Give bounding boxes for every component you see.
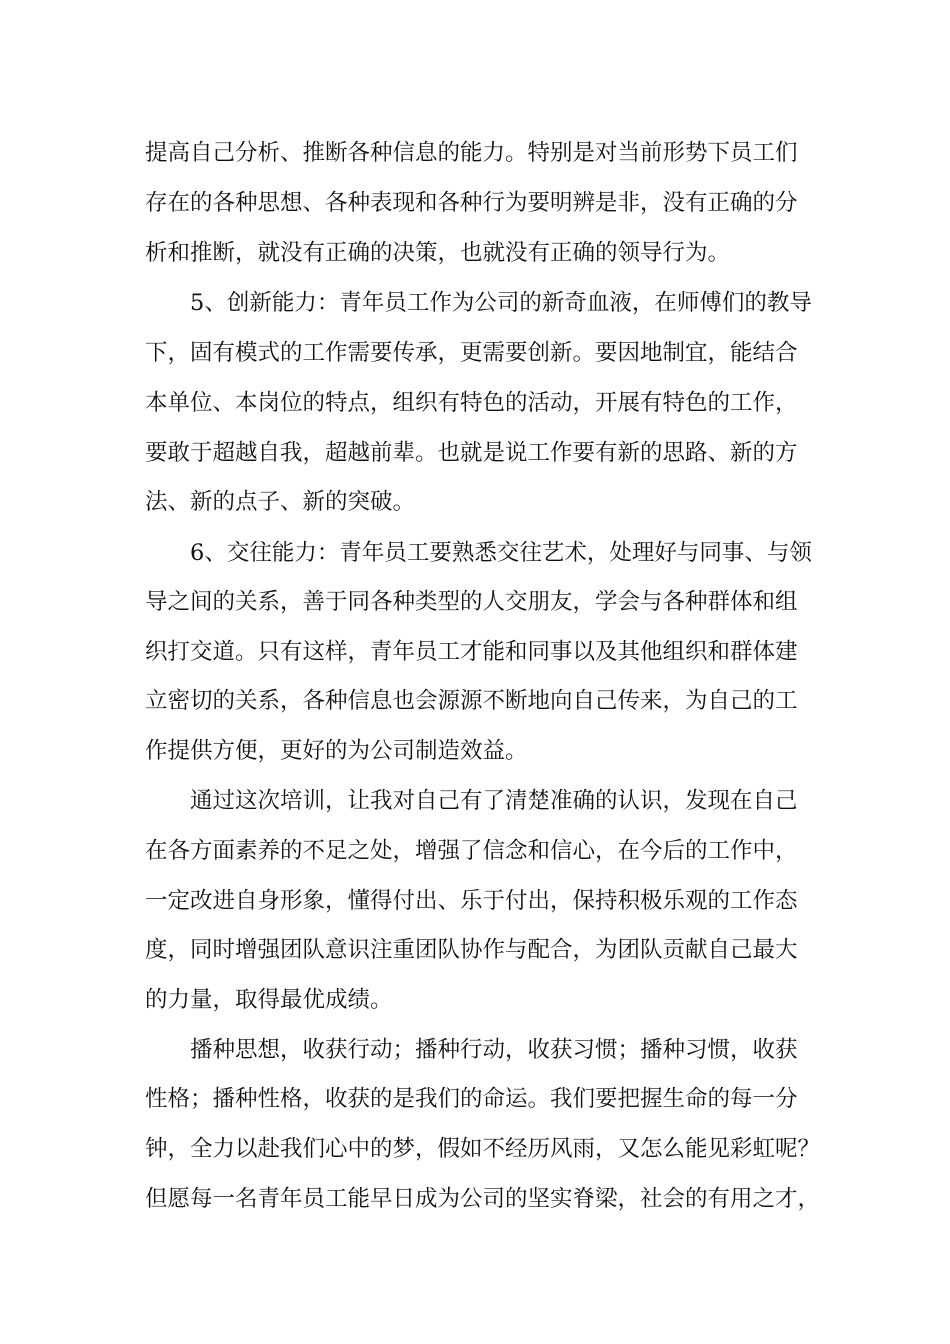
text-line-6: 本单位、本岗位的特点，组织有特色的活动，开展有特色的工作，: [145, 390, 798, 416]
text-line-9: 6、交往能力：青年员工要熟悉交往艺术，处理好与同事、与领: [190, 540, 812, 566]
text-line-22: 但愿每一名青年员工能早日成为公司的坚实脊梁，社会的有用之才，: [145, 1186, 821, 1212]
text-line-16: 一定改进自身形象，懂得付出、乐于付出，保持积极乐观的工作态: [145, 888, 798, 914]
text-line-14: 通过这次培训，让我对自己有了清楚准确的认识，发现在自己: [190, 788, 798, 814]
text-line-5: 下，固有模式的工作需要传承，更需要创新。要因地制宜，能结合: [145, 340, 798, 366]
text-line-8: 法、新的点子、新的突破。: [145, 489, 416, 515]
text-line-12: 立密切的关系，各种信息也会源源不断地向自己传来，为自己的工: [145, 688, 798, 714]
text-line-18: 的力量，取得最优成绩。: [145, 987, 393, 1013]
text-line-21: 钟，全力以赴我们心中的梦，假如不经历风雨，又怎么能见彩虹呢？: [145, 1136, 821, 1162]
text-line-15: 在各方面素养的不足之处，增强了信念和信心，在今后的工作中，: [145, 838, 798, 864]
text-line-4: 5、创新能力：青年员工作为公司的新奇血液，在师傅们的教导: [190, 290, 812, 316]
text-line-17: 度，同时增强团队意识注重团队协作与配合，为团队贡献自己最大: [145, 937, 798, 963]
text-line-2: 存在的各种思想、各种表现和各种行为要明辨是非，没有正确的分: [145, 190, 798, 216]
text-line-10: 导之间的关系，善于同各种类型的人交朋友，学会与各种群体和组: [145, 589, 798, 615]
text-line-3: 析和推断，就没有正确的决策，也就没有正确的领导行为。: [145, 240, 731, 266]
text-line-13: 作提供方便，更好的为公司制造效益。: [145, 738, 528, 764]
text-line-7: 要敢于超越自我，超越前辈。也就是说工作要有新的思路、新的方: [145, 440, 798, 466]
text-line-1: 提高自己分析、推断各种信息的能力。特别是对当前形势下员工们: [145, 140, 798, 166]
text-line-20: 性格；播种性格，收获的是我们的命运。我们要把握生命的每一分: [145, 1086, 798, 1112]
text-line-11: 织打交道。只有这样，青年员工才能和同事以及其他组织和群体建: [145, 639, 798, 665]
text-line-19: 播种思想，收获行动；播种行动，收获习惯；播种习惯，收获: [190, 1037, 798, 1063]
